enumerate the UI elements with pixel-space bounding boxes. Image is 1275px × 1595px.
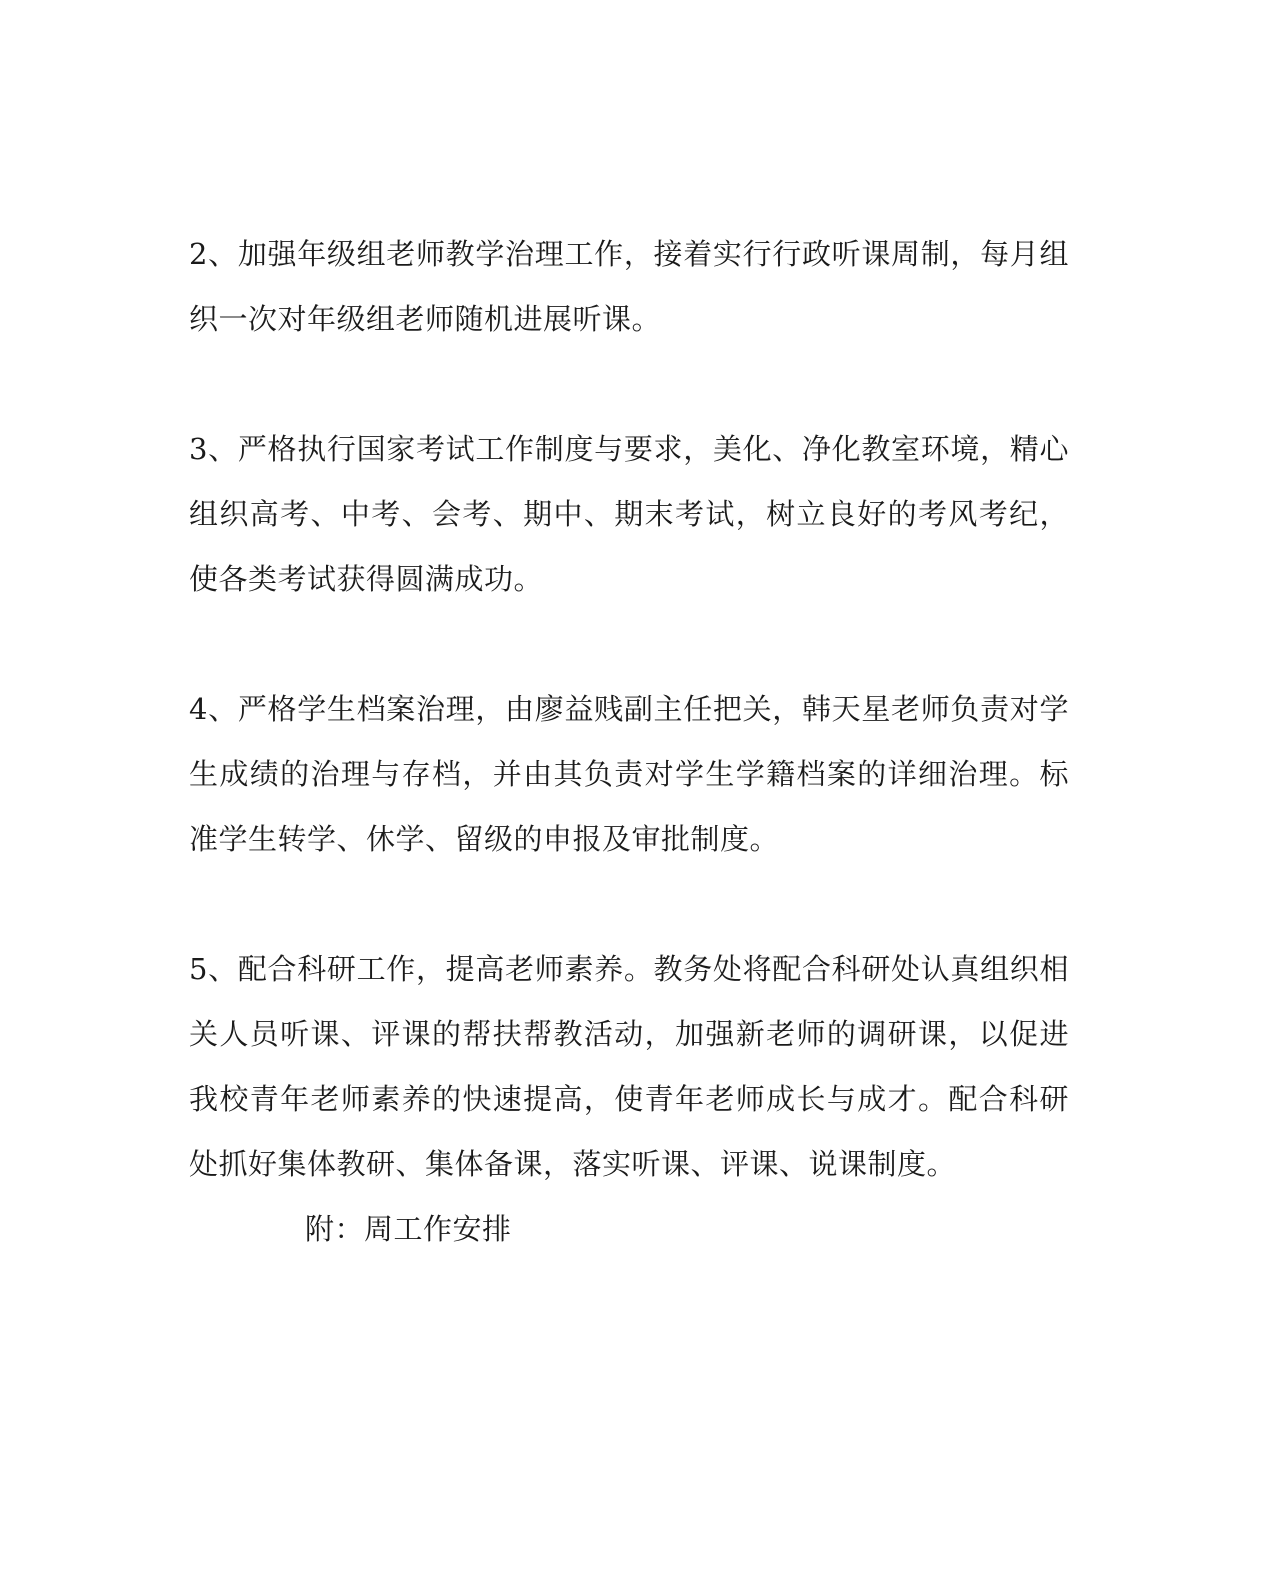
paragraph-item-3: 3、严格执行国家考试工作制度与要求，美化、净化教室环境，精心组织高考、中考、会考、期中、期末考试，树立良好的考风考纪，使各类考试获得圆满成功。 xyxy=(189,432,1069,596)
appendix-line: 附：周工作安排 xyxy=(305,1212,512,1246)
paragraph-item-4: 4、严格学生档案治理，由廖益贱副主任把关，韩天星老师负责对学生成绩的治理与存档，并由其负责对学生学籍档案的详细治理。标准学生转学、休学、留级的申报及审批制度。 xyxy=(189,692,1069,856)
paragraph-item-5: 5、配合科研工作，提高老师素养。教务处将配合科研处认真组织相关人员听课、评课的帮扶帮教活动，加强新老师的调研课，以促进我校青年老师素养的快速提高，使青年老师成长与成才。配合科研处抓好集体教研、集体备课，落实听课、评课、说课制度。 xyxy=(189,952,1069,1181)
paragraph-item-2: 2、加强年级组老师教学治理工作，接着实行行政听课周制，每月组织一次对年级组老师随机进展听课。 xyxy=(189,237,1069,336)
document-body xyxy=(189,222,1069,1262)
